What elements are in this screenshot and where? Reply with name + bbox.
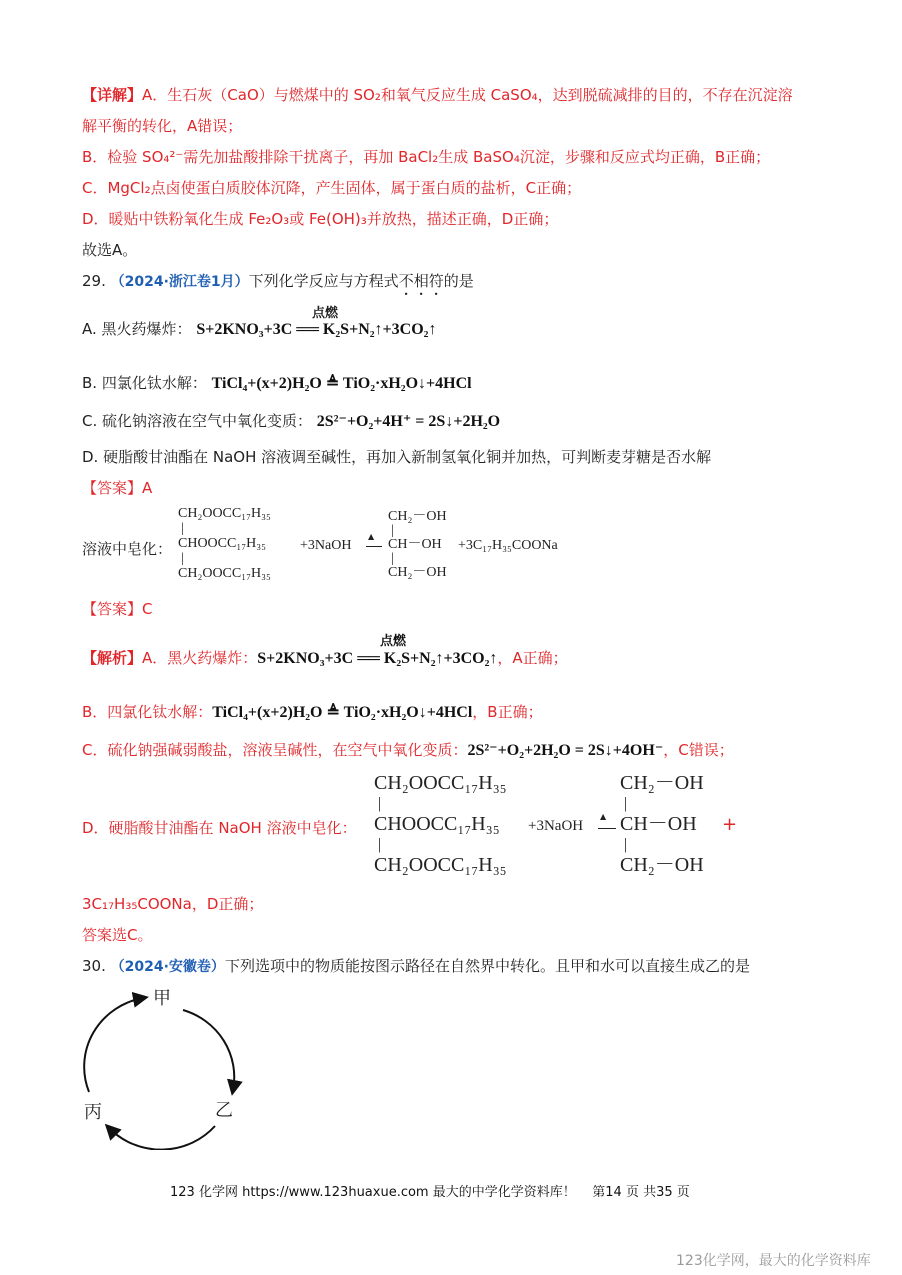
- q29-saponification-label: 溶液中皂化：: [82, 540, 173, 558]
- small-product: +3C₁₇H₃₅COONa: [458, 538, 558, 553]
- small-ester-bond-1: |: [181, 521, 184, 536]
- arrow-bing-to-jia: [84, 998, 143, 1092]
- q30-stem: [82, 955, 750, 976]
- node-bing: 丙: [84, 1102, 102, 1123]
- big-glycerol-p1: CH₂－OH: [620, 772, 704, 794]
- analysis-c: [82, 739, 734, 760]
- small-arrow: [366, 546, 382, 547]
- small-glycerol-structure: [388, 510, 447, 580]
- analysis-c-tail: ，C错误；: [663, 741, 734, 759]
- big-ester-structure: [374, 772, 507, 877]
- big-glycerol-structure: [620, 772, 704, 877]
- detail-text-1: A．生石灰（CaO）与燃煤中的 SO₂和氧气反应生成 CaSO₄，达到脱硫减排的目的，不存在沉淀溶: [142, 86, 793, 104]
- big-ester-bond-2: |: [378, 836, 382, 853]
- q29-option-a-label: A. 黑火药爆炸：: [82, 320, 192, 338]
- detail-tag: 【详解】: [82, 86, 143, 104]
- analysis-b-equation: TiCl₄+(x+2)H₂O ≜ TiO₂·xH₂O↓+4HCl: [212, 704, 473, 721]
- detail-line-3: B．检验 SO₄²⁻需先加盐酸排除干扰离子，再加 BaCl₂生成 BaSO₄沉淀，步骤和反应式均正确，B正确；: [82, 148, 771, 166]
- analysis-b-tail: ，B正确；: [472, 703, 543, 721]
- small-heat-icon: ▲: [368, 532, 375, 541]
- detail-line-2: 解平衡的转化，A错误；: [82, 117, 243, 135]
- node-jia: 甲: [153, 988, 171, 1009]
- analysis-a-text: A．黑火药爆炸：: [142, 649, 258, 667]
- big-ester-bond-1: |: [378, 795, 382, 812]
- detail-line-6: 故选A。: [82, 241, 138, 259]
- q29-stem: [82, 270, 474, 299]
- q29-option-a: [82, 318, 436, 339]
- footer-site-text: 123 化学网 https://www.123huaxue.com 最大的中学化学资料库！: [170, 1185, 576, 1200]
- q29-option-c-equation: 2S²⁻+O₂+4H⁺ = 2S↓+2H₂O: [316, 413, 501, 430]
- big-ester-r1: CH₂OOCC₁₇H₃₅: [374, 772, 507, 794]
- q29-option-a-equation: S+2KNO₃+3C ══ K₂S+N₂↑+3CO₂↑: [196, 321, 437, 338]
- analysis-conclusion: 答案选C。: [82, 926, 153, 944]
- q29-option-b-label: B. 四氯化钛水解：: [82, 374, 207, 392]
- small-glycerol-p2: CH－OH: [388, 537, 442, 552]
- big-glycerol-p2: CH－OH: [620, 813, 697, 835]
- big-glycerol-bond-1: |: [624, 795, 628, 812]
- q30-source: （2024·安徽卷）: [110, 959, 225, 975]
- arrow-yi-to-bing: [109, 1126, 215, 1150]
- big-glycerol-p3: CH₂－OH: [620, 854, 704, 876]
- small-ester-r2: CHOOCC₁₇H₃₅: [178, 536, 266, 551]
- q29-option-b: [82, 372, 472, 393]
- q29-stem-after: 的是: [443, 272, 474, 290]
- big-ester-r2: CHOOCC₁₇H₃₅: [374, 813, 500, 835]
- q29-answer-2: 【答案】C: [82, 600, 153, 618]
- small-ester-r1: CH₂OOCC₁₇H₃₅: [178, 506, 271, 521]
- analysis-b-text: B．四氯化钛水解：: [82, 703, 213, 721]
- big-glycerol-bond-2: |: [624, 836, 628, 853]
- node-yi: 乙: [215, 1100, 233, 1121]
- detail-line-4: C．MgCl₂点卤使蛋白质胶体沉降，产生固体，属于蛋白质的盐析，C正确；: [82, 179, 582, 197]
- footer: [170, 1181, 690, 1200]
- big-heat-icon: ▲: [600, 812, 607, 821]
- q29-option-d: D. 硬脂酸甘油酯在 NaOH 溶液调至碱性，再加入新制氢氧化铜并加热，可判断麦芽糖是否水解: [82, 448, 712, 466]
- q29-option-b-equation: TiCl₄+(x+2)H₂O ≜ TiO₂·xH₂O↓+4HCl: [211, 375, 472, 392]
- small-ester-r3: CH₂OOCC₁₇H₃₅: [178, 566, 271, 581]
- analysis-ignite-condition: 点燃: [380, 634, 407, 649]
- small-glycerol-p1: CH₂－OH: [388, 509, 447, 524]
- small-ester-structure: [178, 506, 271, 581]
- analysis-c-text: C．硫化钠强碱弱酸盐，溶液呈碱性，在空气中氧化变质：: [82, 741, 468, 759]
- big-ester-r3: CH₂OOCC₁₇H₃₅: [374, 854, 507, 876]
- q30-number: 30.: [82, 957, 106, 975]
- detail-line-1: [82, 84, 793, 105]
- small-ester-bond-2: |: [181, 551, 184, 566]
- small-glycerol-bond-2: |: [391, 551, 394, 566]
- q29-source: （2024·浙江卷1月）: [110, 274, 249, 290]
- q29-option-c: [82, 410, 500, 431]
- analysis-c-equation: 2S²⁻+O₂+2H₂O = 2S↓+4OH⁻: [467, 742, 664, 759]
- q29-stem-before: 下列化学反应与方程式: [248, 272, 399, 290]
- analysis-d-text: D．硬脂酸甘油酯在 NaOH 溶液中皂化：: [82, 819, 357, 837]
- analysis-a: [82, 647, 568, 668]
- arrow-jia-to-yi: [183, 1010, 234, 1090]
- detail-line-5: D．暖贴中铁粉氧化生成 Fe₂O₃或 Fe(OH)₃并放热，描述正确，D正确；: [82, 210, 559, 228]
- q30-stem-text: 下列选项中的物质能按图示路径在自然界中转化。且甲和水可以直接生成乙的是: [224, 957, 750, 975]
- footer-page-number: 第14 页 共35 页: [592, 1185, 690, 1200]
- small-glycerol-bond-1: |: [391, 523, 394, 538]
- small-reagent: +3NaOH: [300, 538, 352, 553]
- analysis-a-tail: ，A正确；: [497, 649, 568, 667]
- analysis-a-equation: S+2KNO₃+3C ══ K₂S+N₂↑+3CO₂↑: [257, 650, 498, 667]
- q29-option-c-label: C. 硫化钠溶液在空气中氧化变质：: [82, 412, 313, 430]
- analysis-tag: 【解析】: [82, 649, 143, 667]
- q29-stem-dotted: 不相符: [398, 272, 444, 290]
- big-reagent: +3NaOH: [528, 818, 584, 834]
- q29-ignite-condition: 点燃: [312, 306, 339, 321]
- small-glycerol-p3: CH₂－OH: [388, 565, 447, 580]
- q29-number: 29.: [82, 272, 106, 290]
- analysis-b: [82, 701, 543, 722]
- watermark: 123化学网，最大的化学资料库: [676, 1253, 871, 1269]
- analysis-d-tail: 3C₁₇H₃₅COONa，D正确；: [82, 895, 264, 913]
- q29-answer-1: 【答案】A: [82, 479, 153, 497]
- big-arrow: [598, 828, 616, 829]
- big-plus: +: [722, 814, 738, 835]
